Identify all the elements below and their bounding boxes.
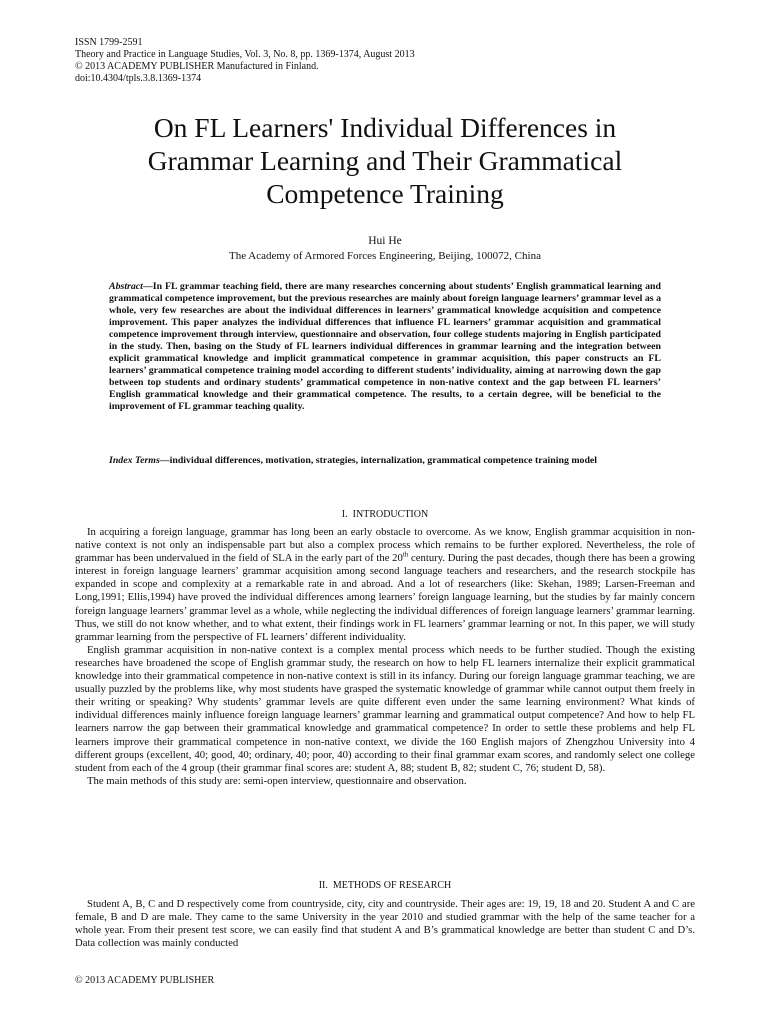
title-line-1: On FL Learners' Individual Differences in (153, 112, 617, 143)
copyright-line: © 2013 ACADEMY PUBLISHER Manufactured in Finland. (75, 61, 319, 72)
paper-title (75, 111, 695, 210)
paragraph: English grammar acquisition in non-native context is a complex mental process which needs to be further studied. Though the existing researches have broadened the scope of English grammar study, the research on how to help FL learners internalize their explicit grammatical knowledge into their grammatical competence in non-native context is still in its infancy. During our foreign language grammar teaching, we are usually puzzled by the problems like, why most students have grasped the systematic knowledge of grammar while cannot output them freely in their writing or speaking? Why students’ grammar levels are quite different even under the same learning environment? What kinds of individual differences mainly influence foreign language learners’ grammar learning and grammatical output competence? And how to help FL learners narrow the gap between their grammatical knowledge and grammatical competence? In order to settle these problems and help FL learners improve their grammatical competence in non-native context, we divide the 160 English majors of Zhengzhou University into 4 different groups (excellent, 40; good, 40; ordinary, 40; poor, 40) according to their final grammar exam scores, and randomly select one college student from each of the 4 group (their grammar final scores are: student A, 88; student B, 82; student C, 76; student D, 58). (75, 643, 695, 774)
section-heading-methods: II. METHODS OF RESEARCH (318, 880, 452, 891)
index-terms-label: Index Terms (109, 455, 160, 466)
section-number: I. (341, 509, 348, 520)
title-line-3: Competence Training (266, 178, 504, 209)
introduction-body (75, 526, 695, 788)
section-number: II. (318, 880, 328, 891)
index-terms-text: —individual differences, motivation, strategies, internalization, grammatical competence training model (159, 455, 598, 466)
abstract-text: —In FL grammar teaching field, there are many researches concerning about students’ English grammatical learning and grammatical competence improvement, but the previous researches are mainly about foreign language learners’ grammar level as a whole, very few researches are about the individual differences in learners’ grammatical knowledge acquisition and competence improvement. This paper analyzes the individual differences that influence FL learners’ grammar acquisition and grammatical competence improvement through interview, questionnaire and observation, four college students majoring in English participated in the study. Then, basing on the Study of FL learners individual differences in grammar learning and the integration between explicit grammatical knowledge and implicit grammatical competence in grammar acquisition, this paper constructs an FL learners’ grammatical competence training model according to different students’ individuality, aiming at narrowing down the gap between top students and ordinary students’ grammatical competence in non-native context and the gap between FL learners’ English grammatical knowledge and their grammatical competence. The results, to a certain degree, will be beneficial to the improvement of FL grammar teaching quality. (109, 281, 661, 412)
journal-header (75, 37, 415, 85)
doi: doi:10.4304/tpls.3.8.1369-1374 (75, 73, 202, 84)
journal-citation: Theory and Practice in Language Studies, Vol. 3, No. 8, pp. 1369-1374, August 2013 (75, 49, 415, 60)
title-line-2: Grammar Learning and Their Grammatical (147, 145, 623, 176)
methods-body (75, 898, 695, 950)
paragraph: The main methods of this study are: semi-open interview, questionnaire and observation. (87, 774, 467, 787)
issn: ISSN 1799-2591 (75, 37, 143, 48)
footer: © 2013 ACADEMY PUBLISHER (75, 975, 215, 986)
author-affiliation: The Academy of Armored Forces Engineering, Beijing, 100072, China (229, 250, 541, 262)
paragraph: In acquiring a foreign language, grammar has long been an early obstacle to overcome. As we know, English grammar acquisition in non-native context is not only an indispensable part but also a complex process which remains to be further explored. Nevertheless, the role of grammar has been undervalued in the field of SLA in the early part of the 20th century. During the past decades, though there has been a growing interest in foreign language learners’ grammar acquisition among second language teachers and researchers, and the research stockpile has expanded in scope and complexity at a remarkable rate in and abroad. And a lot of researchers (like: Skehan, 1989; Larsen-Freeman and Long,1991; Ellis,1994) have proved the individual differences among learners’ foreign language learning, but the studies by far mainly concern foreign language learners’ grammar level as a whole, while neglecting the individual differences of foreign language learners’ grammar learning. Thus, we still do not know whether, and to what extent, their findings work in FL learners’ grammar learning or not. In this paper, we will study grammar learning from the perspective of FL learners’ different individuality. (75, 526, 695, 643)
author-name: Hui He (368, 235, 402, 247)
paragraph: Student A, B, C and D respectively come from countryside, city, city and countryside. Their ages are: 19, 19, 18 and 20. Student A and C are female, B and D are male. They came to the same University in the year 2010 and studied grammar with the help of the same teacher for a whole year. From their present test score, we can easily find that student A and B’s grammatical knowledge are better than student C and D’s. Data collection was mainly conducted (75, 898, 695, 950)
index-terms (109, 455, 661, 467)
section-heading-introduction: I. INTRODUCTION (341, 509, 429, 520)
abstract (109, 281, 661, 413)
abstract-label: Abstract (109, 281, 143, 292)
